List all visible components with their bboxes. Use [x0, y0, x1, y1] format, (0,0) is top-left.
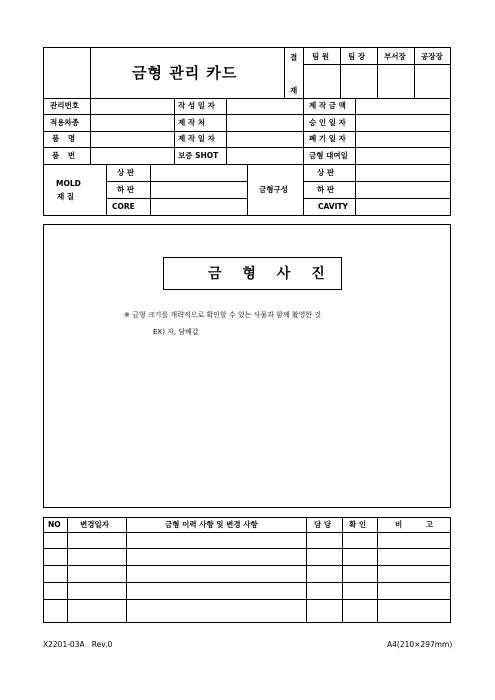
label-structure-cavity: CAVITY: [318, 202, 348, 211]
label-approval-date: 승 인 일 자: [309, 118, 346, 127]
approval-label-top: 결: [290, 53, 298, 62]
column-header-change-date: 변경일자: [80, 520, 109, 529]
column-header-confirmation: 확 인: [349, 520, 367, 529]
label-manufacturer: 제 작 처: [178, 118, 205, 127]
label-mold-core: CORE: [112, 202, 135, 211]
label-disposal-date: 폐 기 일 자: [309, 134, 346, 143]
paper-size: A4(210×297mm): [387, 640, 453, 649]
label-material: 재 질: [57, 192, 75, 201]
column-header-remarks: 비 고: [395, 520, 433, 529]
page-title: 금형 관리 카드: [132, 64, 238, 82]
label-product-name: 품 명: [52, 134, 79, 143]
approval-label-bottom: 재: [290, 86, 298, 95]
label-applied-vehicle: 적용차종: [50, 118, 79, 127]
label-part-number: 품 번: [52, 151, 79, 160]
label-structure-upper-plate: 상 판: [317, 168, 335, 177]
document-code: X2201-03A Rev.0: [43, 640, 113, 649]
photo-title: 금 형 사 진: [208, 266, 333, 282]
table-row: [43, 582, 451, 583]
label-created-date: 작 성 일 자: [178, 101, 215, 110]
table-row: [43, 599, 451, 600]
table-row: [43, 548, 451, 549]
table-row: [43, 565, 451, 566]
label-mold-lower-plate: 하 판: [117, 185, 135, 194]
column-header-no: NO: [48, 520, 61, 529]
label-guaranteed-shot: 보증 SHOT: [178, 151, 219, 160]
column-header-history: 금형 이력 사항 및 변경 사항: [165, 520, 258, 529]
column-header-person-in-charge: 담 당: [314, 520, 332, 529]
label-manufacture-date: 제 작 일 자: [178, 134, 215, 143]
approver-team-member: 팀 원: [312, 52, 330, 61]
label-production-cost: 제 작 금 액: [309, 101, 346, 110]
header-separator: [43, 98, 451, 99]
label-mold-rental-date: 금형 대여일: [309, 151, 348, 160]
label-management-number: 관리번호: [50, 101, 79, 110]
label-structure-lower-plate: 하 판: [317, 185, 335, 194]
approver-team-leader: 팀 장: [348, 52, 366, 61]
label-mold: MOLD: [56, 179, 81, 188]
photo-instruction: ※ 금형 크기를 개략적으로 확인할 수 있는 사물과 함께 촬영한 것: [124, 311, 322, 319]
label-mold-upper-plate: 상 판: [117, 168, 135, 177]
photo-example: EX) 자, 담배갑: [153, 328, 199, 336]
label-mold-structure: 금형구성: [259, 185, 288, 194]
approver-plant-manager: 공장장: [421, 52, 443, 61]
approver-department-head: 부서장: [384, 52, 406, 61]
